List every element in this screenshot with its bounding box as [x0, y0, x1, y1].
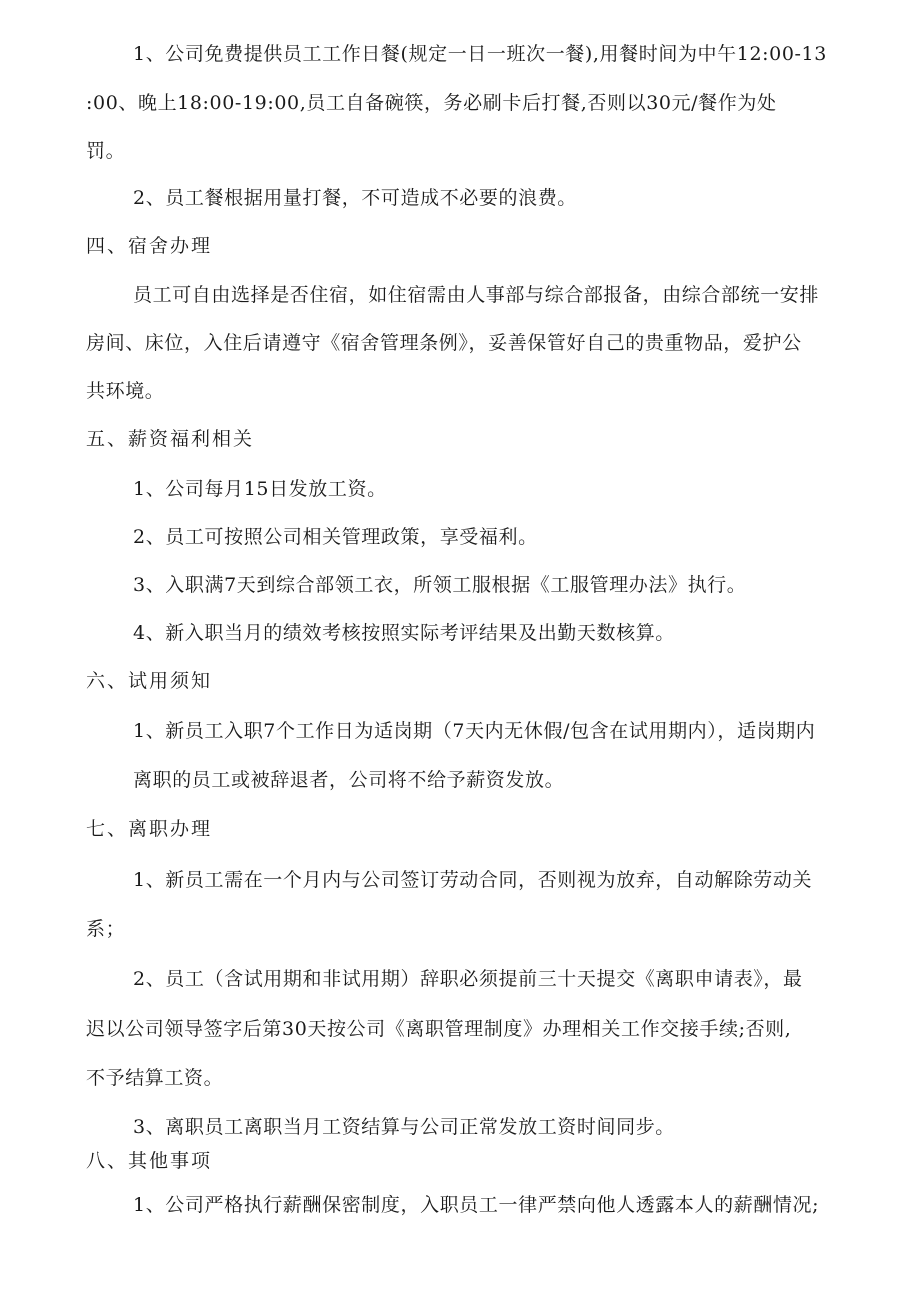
- meal-clause-1-line-2: :00、晚上18:00-19:00,员工自备碗筷，务必刷卡后打餐,否则以30元/餐作为处: [86, 92, 777, 114]
- resignation-clause-2-line-1: 2、员工（含试用期和非试用期）辞职必须提前三十天提交《离职申请表》，最: [133, 968, 803, 990]
- meal-clause-1-line-3: 罚。: [86, 140, 126, 162]
- salary-clause-1: 1、公司每月15日发放工资。: [133, 478, 387, 500]
- section-heading-resignation: 七、离职办理: [86, 818, 213, 840]
- resignation-clause-1-line-1: 1、新员工需在一个月内与公司签订劳动合同，否则视为放弃，自动解除劳动关: [133, 869, 813, 891]
- section-heading-dormitory: 四、宿舍办理: [86, 235, 213, 257]
- section-heading-probation: 六、试用须知: [86, 670, 213, 692]
- section-heading-other: 八、其他事项: [86, 1150, 213, 1172]
- dormitory-paragraph-line-3: 共环境。: [86, 380, 165, 402]
- probation-clause-1-line-1: 1、新员工入职7个工作日为适岗期（7天内无休假/包含在试用期内），适岗期内: [133, 720, 816, 742]
- resignation-clause-1-line-2: 系；: [86, 918, 126, 940]
- section-heading-salary: 五、薪资福利相关: [86, 428, 255, 450]
- dormitory-paragraph-line-2: 房间、床位，入住后请遵守《宿舍管理条例》，妥善保管好自己的贵重物品，爱护公: [86, 332, 802, 354]
- dormitory-paragraph-line-1: 员工可自由选择是否住宿，如住宿需由人事部与综合部报备，由综合部统一安排: [133, 284, 820, 306]
- meal-clause-2: 2、员工餐根据用量打餐，不可造成不必要的浪费。: [133, 187, 577, 209]
- resignation-clause-2-line-3: 不予结算工资。: [86, 1067, 224, 1089]
- resignation-clause-2-line-2: 迟以公司领导签字后第30天按公司《离职管理制度》办理相关工作交接手续;否则,: [86, 1018, 792, 1040]
- resignation-clause-3: 3、离职员工离职当月工资结算与公司正常发放工资时间同步。: [133, 1116, 675, 1138]
- probation-clause-1-line-2: 离职的员工或被辞退者，公司将不给予薪资发放。: [133, 769, 565, 791]
- salary-clause-4: 4、新入职当月的绩效考核按照实际考评结果及出勤天数核算。: [133, 622, 675, 644]
- salary-clause-3: 3、入职满7天到综合部领工衣，所领工服根据《工服管理办法》执行。: [133, 574, 747, 596]
- meal-clause-1-line-1: 1、公司免费提供员工工作日餐(规定一日一班次一餐),用餐时间为中午12:00-13: [133, 43, 827, 65]
- salary-clause-2: 2、员工可按照公司相关管理政策，享受福利。: [133, 526, 538, 548]
- other-clause-1: 1、公司严格执行薪酬保密制度，入职员工一律严禁向他人透露本人的薪酬情况;: [133, 1194, 820, 1216]
